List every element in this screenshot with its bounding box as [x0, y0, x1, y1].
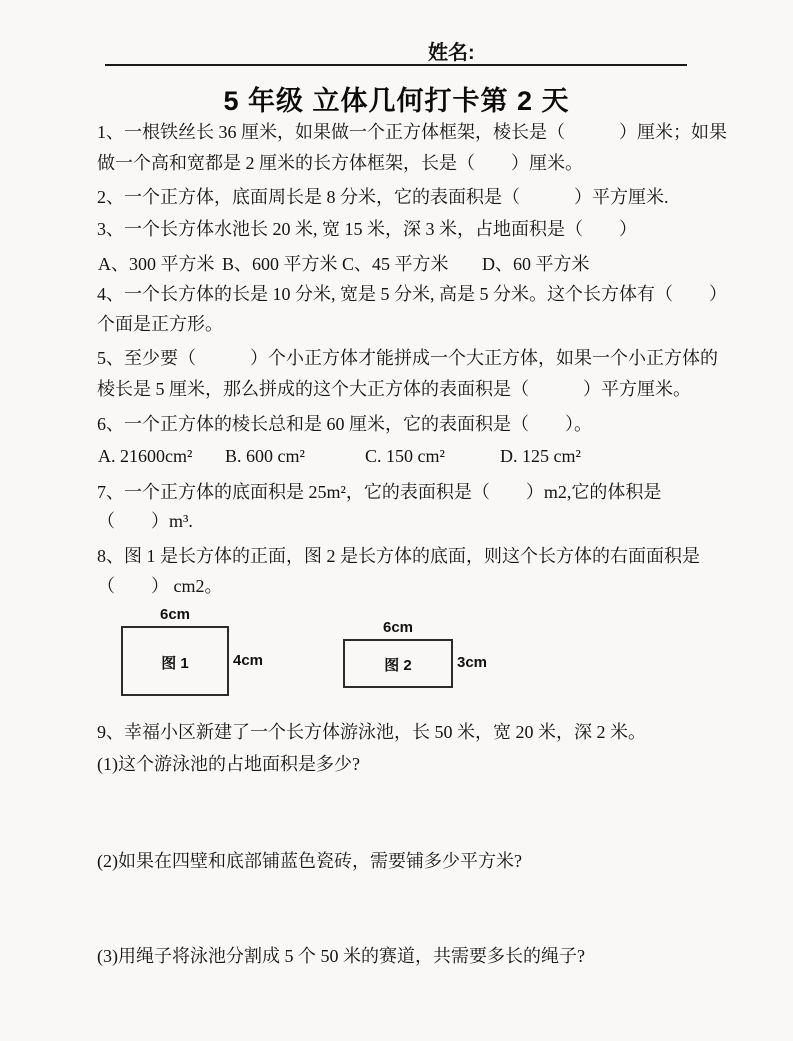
problem-7-line-2: （ ）m³.: [97, 511, 193, 531]
problem-5-line-2: 棱长是 5 厘米，那么拼成的这个大正方体的表面积是（ ）平方厘米。: [97, 379, 691, 399]
problem-5-line-1: 5、至少要（ ）个小正方体才能拼成一个大正方体，如果一个小正方体的: [97, 348, 718, 368]
problem-3-option-a: A、300 平方米: [98, 254, 215, 274]
problem-6-option-b: B. 600 cm²: [225, 446, 305, 466]
problem-1-line-2: 做一个高和宽都是 2 厘米的长方体框架，长是（ ）厘米。: [97, 153, 583, 173]
problem-3: 3、一个长方体水池长 20 米, 宽 15 米，深 3 米，占地面积是（ ）: [97, 219, 637, 239]
problem-7-line-1: 7、一个正方体的底面积是 25m²，它的表面积是（ ）m2,它的体积是: [97, 482, 662, 502]
problem-6-option-c: C. 150 cm²: [365, 446, 445, 466]
problem-8-line-1: 8、图 1 是长方体的正面，图 2 是长方体的底面，则这个长方体的右面面积是: [97, 546, 700, 566]
figure-1-width-dimension: 6cm: [159, 606, 191, 623]
student-name-label: 姓名:: [428, 42, 475, 64]
problem-9-question-2: (2)如果在四壁和底部铺蓝色瓷砖，需要铺多少平方米?: [97, 851, 522, 871]
problem-6: 6、一个正方体的棱长总和是 60 厘米，它的表面积是（ ）。: [97, 414, 592, 434]
problem-9-question-3: (3)用绳子将泳池分割成 5 个 50 米的赛道，共需要多长的绳子?: [97, 946, 585, 966]
problem-9: 9、幸福小区新建了一个长方体游泳池，长 50 米，宽 20 米，深 2 米。: [97, 722, 646, 742]
name-underline: [105, 64, 687, 66]
figure-1-rectangle: [121, 606, 264, 696]
page-title: 5 年级 立体几何打卡第 2 天: [223, 86, 570, 116]
figure-1-height-dimension: 4cm: [233, 652, 264, 669]
problem-6-option-d: D. 125 cm²: [500, 446, 581, 466]
problem-4-line-2: 个面是正方形。: [97, 314, 223, 334]
problem-3-option-b: B、600 平方米: [222, 254, 338, 274]
figure-1-label: 图 1: [161, 655, 189, 672]
figure-2-label: 图 2: [384, 657, 412, 674]
problem-6-option-a: A. 21600cm²: [98, 446, 193, 466]
problem-3-option-d: D、60 平方米: [482, 254, 590, 274]
problem-1-line-1: 1、一根铁丝长 36 厘米，如果做一个正方体框架，棱长是（ ）厘米；如果: [97, 122, 727, 142]
figure-2-height-dimension: 3cm: [457, 654, 488, 671]
figure-2-rectangle: [343, 619, 488, 688]
problem-2: 2、一个正方体，底面周长是 8 分米，它的表面积是（ ）平方厘米.: [97, 187, 669, 207]
problem-4-line-1: 4、一个长方体的长是 10 分米, 宽是 5 分米, 高是 5 分米。这个长方体有（ ）: [97, 284, 727, 304]
figure-2-width-dimension: 6cm: [382, 619, 414, 636]
problem-8-line-2: （ ） cm2。: [97, 576, 223, 596]
problem-3-option-c: C、45 平方米: [342, 254, 449, 274]
problem-9-question-1: (1)这个游泳池的占地面积是多少?: [97, 754, 360, 774]
